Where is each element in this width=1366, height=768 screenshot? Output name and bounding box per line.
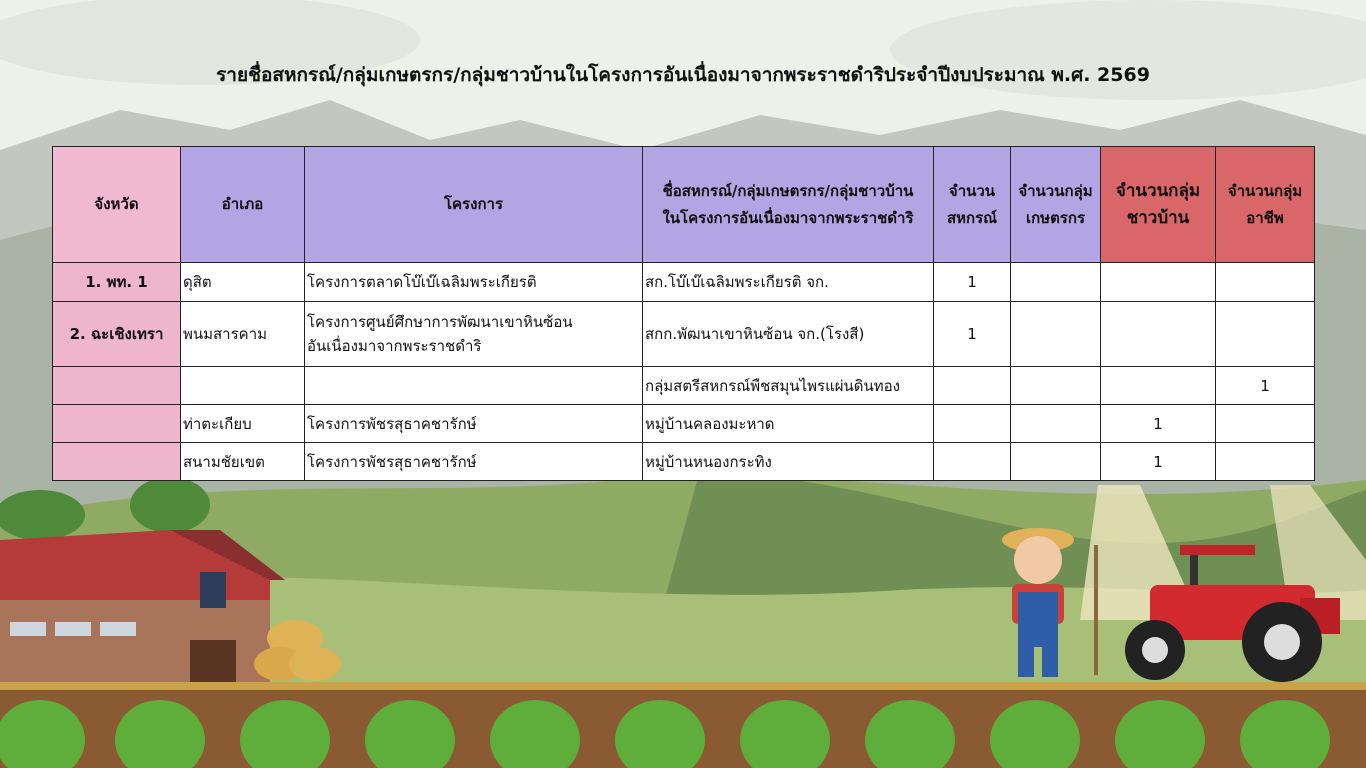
header-career-group-count	[1216, 147, 1315, 263]
cell-coop-count: 1	[934, 302, 1011, 367]
cell-coop-count: 1	[934, 263, 1011, 302]
cell-province	[53, 405, 181, 443]
header-villager-line1: จำนวนกลุ่ม	[1115, 180, 1201, 201]
page-title: รายชื่อสหกรณ์/กลุ่มเกษตรกร/กลุ่มชาวบ้านในโครงการอันเนื่องมาจากพระราชดำริประจำปีงบประมาณ พ.ศ. 2569	[216, 64, 1150, 86]
cell-villager-group-count	[1101, 367, 1216, 405]
cell-organization: กลุ่มสตรีสหกรณ์พืชสมุนไพรแผ่นดินทอง	[643, 367, 934, 405]
header-coop-line1: จำนวน	[948, 181, 996, 200]
cell-project	[305, 367, 643, 405]
cell-district: พนมสารคาม	[181, 302, 305, 367]
table-header-row	[53, 147, 1315, 263]
cell-district: ดุสิต	[181, 263, 305, 302]
cell-career-group-count	[1216, 302, 1315, 367]
cell-organization: สกก.พัฒนาเขาหินซ้อน จก.(โรงสี)	[643, 302, 934, 367]
cell-project-line2: อันเนื่องมาจากพระราชดำริ	[307, 337, 482, 355]
cell-province: 1. พท. 1	[53, 263, 181, 302]
cell-organization: สก.โบ๊เบ๊เฉลิมพระเกียรติ จก.	[643, 263, 934, 302]
cell-district	[181, 367, 305, 405]
cell-coop-count	[934, 367, 1011, 405]
cell-coop-count	[934, 405, 1011, 443]
table-row	[53, 367, 1315, 405]
header-project: โครงการ	[305, 147, 643, 263]
table-row	[53, 405, 1315, 443]
cell-district: สนามชัยเขต	[181, 443, 305, 481]
header-farmer-line2: เกษตรกร	[1025, 208, 1086, 227]
cell-villager-group-count: 1	[1101, 443, 1216, 481]
cell-project-line1: โครงการศูนย์ศึกษาการพัฒนาเขาหินซ้อน	[307, 313, 573, 331]
cell-district: ท่าตะเกียบ	[181, 405, 305, 443]
cell-organization: หมู่บ้านหนองกระทิง	[643, 443, 934, 481]
header-career-line2: อาชีพ	[1246, 208, 1284, 227]
cell-farmer-group-count	[1011, 302, 1101, 367]
cell-career-group-count: 1	[1216, 367, 1315, 405]
header-farmer-line1: จำนวนกลุ่ม	[1018, 181, 1093, 200]
header-organization-line2: ในโครงการอันเนื่องมาจากพระราชดำริ	[662, 208, 914, 227]
cell-career-group-count	[1216, 263, 1315, 302]
table-row	[53, 443, 1315, 481]
header-career-line1: จำนวนกลุ่ม	[1227, 181, 1303, 200]
header-farmer-group-count	[1011, 147, 1101, 263]
cell-career-group-count	[1216, 443, 1315, 481]
header-villager-group-count	[1101, 147, 1216, 263]
header-organization-line1: ชื่อสหกรณ์/กลุ่มเกษตรกร/กลุ่มชาวบ้าน	[662, 181, 914, 200]
cell-project: โครงการพัชรสุธาคชารักษ์	[305, 405, 643, 443]
cell-farmer-group-count	[1011, 263, 1101, 302]
cell-province	[53, 443, 181, 481]
cell-farmer-group-count	[1011, 443, 1101, 481]
cell-project: โครงการพัชรสุธาคชารักษ์	[305, 443, 643, 481]
cell-province: 2. ฉะเชิงเทรา	[53, 302, 181, 367]
header-coop-line2: สหกรณ์	[946, 208, 998, 227]
cell-villager-group-count: 1	[1101, 405, 1216, 443]
cell-project	[305, 302, 643, 367]
cell-farmer-group-count	[1011, 367, 1101, 405]
table-row	[53, 263, 1315, 302]
cell-province	[53, 367, 181, 405]
header-organization	[643, 147, 934, 263]
cell-villager-group-count	[1101, 302, 1216, 367]
header-coop-count	[934, 147, 1011, 263]
cell-career-group-count	[1216, 405, 1315, 443]
header-district: อำเภอ	[181, 147, 305, 263]
project-table	[52, 146, 1315, 481]
cell-farmer-group-count	[1011, 405, 1101, 443]
cell-project: โครงการตลาดโบ๊เบ๊เฉลิมพระเกียรติ	[305, 263, 643, 302]
cell-villager-group-count	[1101, 263, 1216, 302]
cell-coop-count	[934, 443, 1011, 481]
header-province: จังหวัด	[53, 147, 181, 263]
cell-organization: หมู่บ้านคลองมะหาด	[643, 405, 934, 443]
table-row	[53, 302, 1315, 367]
header-villager-line2: ชาวบ้าน	[1126, 207, 1190, 228]
